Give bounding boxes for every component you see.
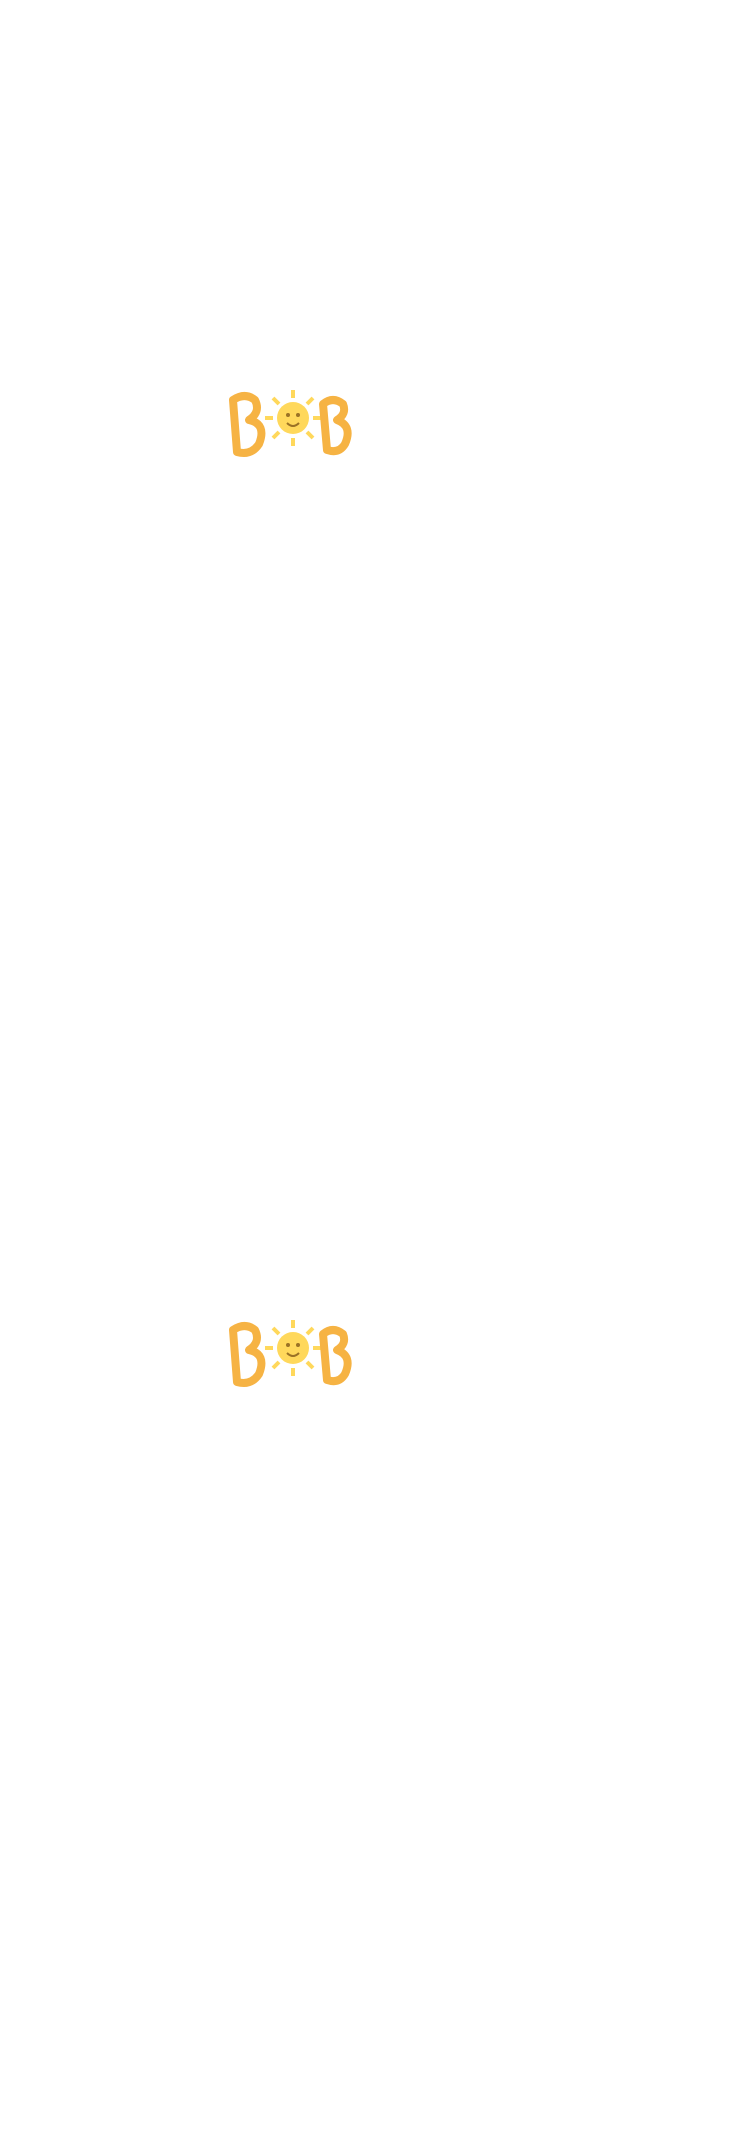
watermark-bottom (215, 1300, 735, 1600)
bb-logo-icon (215, 370, 365, 480)
bb-logo-icon (215, 1300, 365, 1410)
watermark-top (215, 370, 735, 670)
